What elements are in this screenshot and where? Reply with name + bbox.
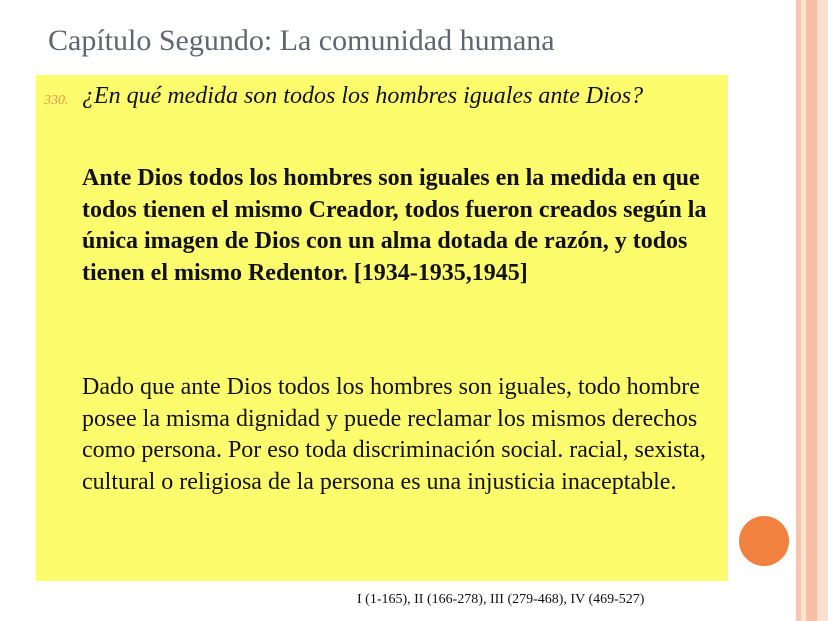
question-number: 330. — [44, 93, 69, 108]
answer-explanation-text: Dado que ante Dios todos los hombres son iguales, todo hombre posee la misma dignidad y puede reclamar los mismos derechos como persona. Por eso toda discriminación social. racial, sexista, cultural o religiosa de la persona es una injusticia inaceptable. — [82, 374, 706, 495]
answer-bold-text: Ante Dios todos los hombres son iguales en la medida en que todos tienen el mismo Creador, todos fueron creados según la única imagen de Dios con un alma dotada de razón, y todos tienen el mismo Redentor. [1934-1935,1945] — [82, 165, 707, 286]
footer-reference: I (1-165), II (166-278), III (279-468), IV (469-527) — [357, 592, 645, 607]
question-text: ¿En qué medida son todos los hombres iguales ante Dios? — [82, 83, 644, 109]
slide-title: Capítulo Segundo: La comunidad humana — [48, 24, 555, 57]
decorative-stripe — [806, 0, 817, 621]
content-box — [36, 75, 728, 581]
decorative-stripe — [817, 0, 828, 621]
accent-circle — [739, 516, 789, 566]
